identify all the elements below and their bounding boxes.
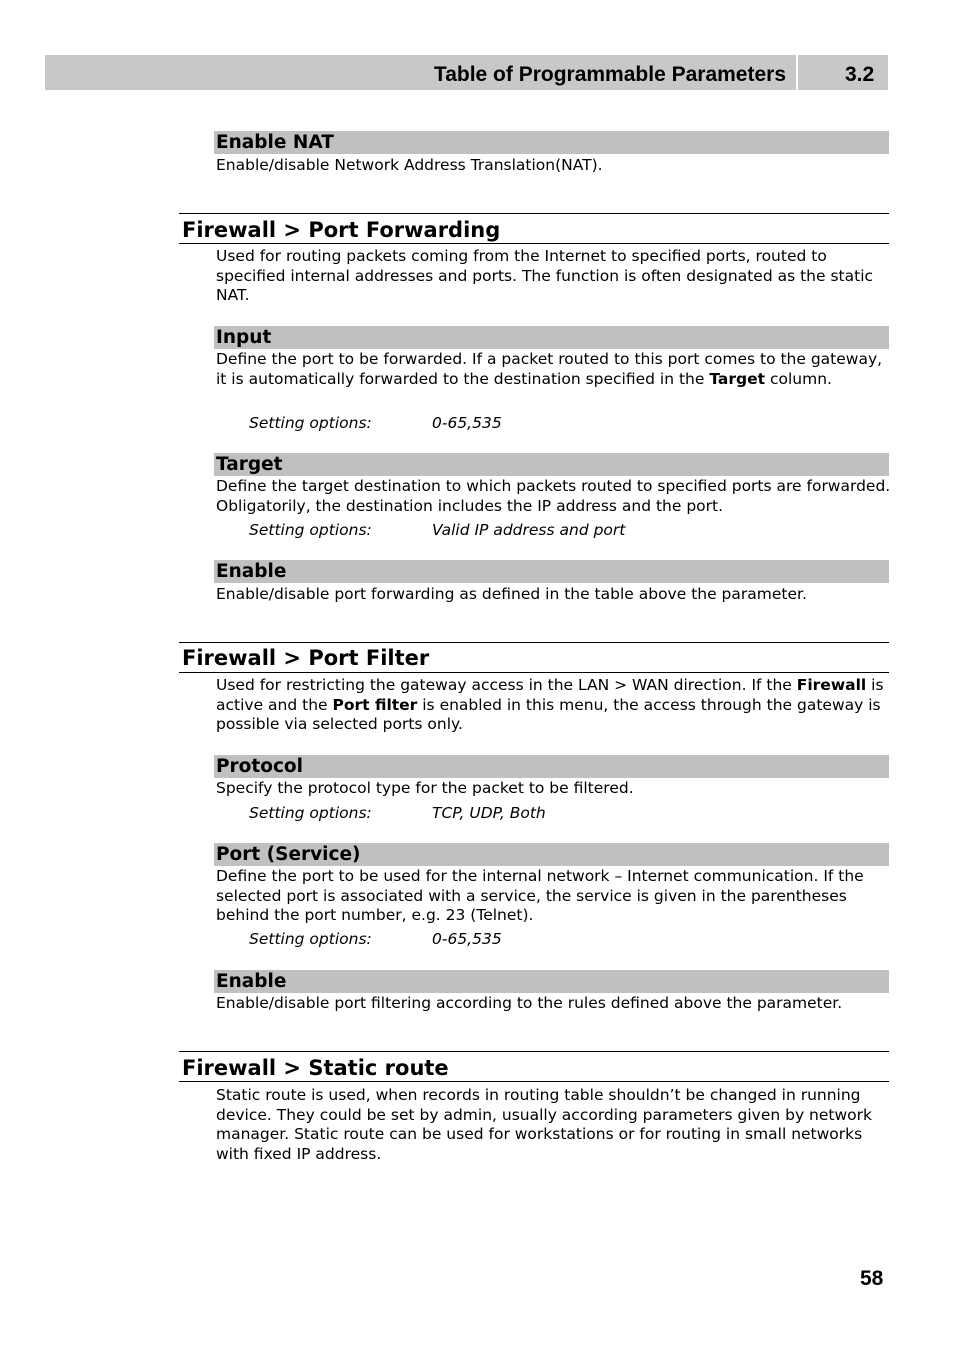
header-section-box [798, 55, 888, 90]
setting-options-value-port-service: 0-65,535 [432, 930, 502, 948]
bold-firewall: Firewall [796, 676, 867, 694]
section-desc-port-forwarding: Used for routing packets coming from the Internet to specified ports, routed to specified internal addresses and ports. The function is often designated as the static NAT. [216, 247, 874, 305]
setting-options-label-target: Setting options: [249, 521, 372, 539]
section-title-port-forwarding: Firewall > Port Forwarding [182, 218, 501, 242]
section-title-port-filter: Firewall > Port Filter [182, 646, 430, 670]
param-title-port-service: Port (Service) [214, 843, 889, 866]
param-desc-target: Define the target destination to which packets routed to specified ports are forwarded. Obligatorily, the destination includes the IP address and the port. [216, 477, 891, 515]
param-desc-enable-filter: Enable/disable port filtering according to the rules defined above the parameter. [216, 994, 843, 1012]
bold-target: Target [709, 369, 766, 388]
param-desc-enable-forwarding: Enable/disable port forwarding as defined in the table above the parameter. [216, 585, 807, 603]
param-desc-enable-nat: Enable/disable Network Address Translation(NAT). [216, 156, 603, 174]
page-number: 58 [860, 1267, 884, 1290]
header-section-number: 3.2 [845, 63, 875, 86]
setting-options-label-protocol: Setting options: [249, 804, 372, 822]
setting-options-value-target: Valid IP address and port [432, 521, 626, 539]
param-title-enable-forwarding: Enable [214, 560, 889, 583]
param-title-enable-filter: Enable [214, 970, 889, 993]
bold-port-filter: Port filter [332, 695, 418, 714]
section-desc-static-route: Static route is used, when records in routing table shouldn’t be changed in running device. They could be set by admin, usually according parameters given by network manager. Static route can be used for workstations or for routing in small networks with fixed IP address. [216, 1086, 872, 1164]
param-desc-input: Define the port to be forwarded. If a packet routed to this port comes to the gateway, it is automatically forwarded to the destination specified in the Target column. [216, 350, 883, 388]
param-title-enable-nat: Enable NAT [214, 131, 889, 154]
setting-options-label-input: Setting options: [249, 414, 372, 432]
param-title-protocol: Protocol [214, 755, 889, 778]
section-desc-port-filter: Used for restricting the gateway access in the LAN > WAN direction. If the Firewall is active and the Port filter is enabled in this menu, the access through the gateway is possible via selected ports only. [216, 676, 884, 734]
param-title-input: Input [214, 326, 889, 349]
setting-options-label-port-service: Setting options: [249, 930, 372, 948]
setting-options-value-input: 0-65,535 [432, 414, 502, 432]
header-title: Table of Programmable Parameters [433, 63, 786, 86]
section-title-static-route: Firewall > Static route [182, 1056, 449, 1080]
param-desc-protocol: Specify the protocol type for the packet to be filtered. [216, 779, 634, 797]
param-title-target: Target [214, 453, 889, 476]
setting-options-value-protocol: TCP, UDP, Both [432, 804, 546, 822]
param-desc-port-service: Define the port to be used for the internal network – Internet communication. If the selected port is associated with a service, the service is given in the parentheses behind the port number, e.g. 23 (Telnet). [216, 867, 864, 925]
